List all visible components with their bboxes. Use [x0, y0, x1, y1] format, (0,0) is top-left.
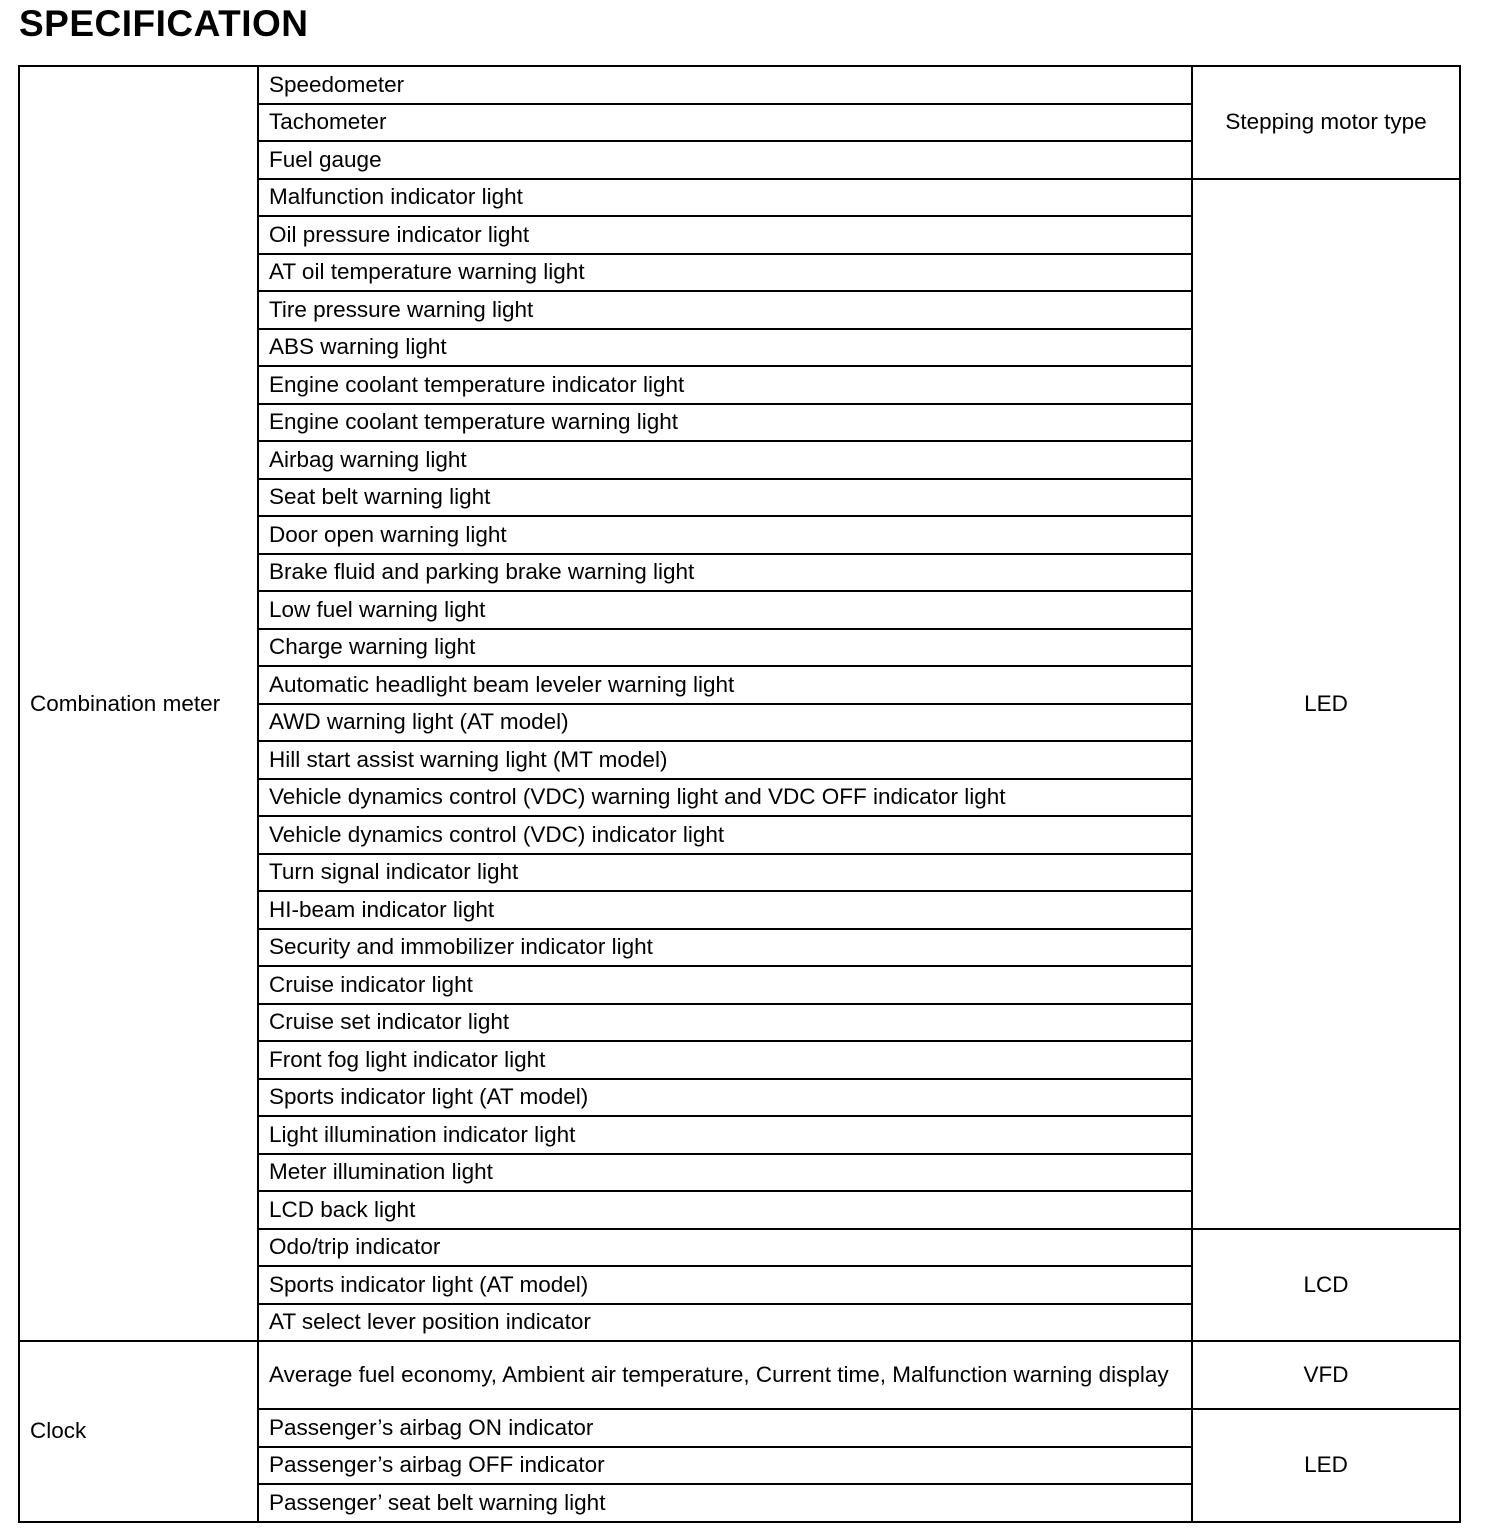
- item-cell: LCD back light: [258, 1191, 1192, 1229]
- component-cell: Clock: [19, 1341, 258, 1522]
- item-cell: Seat belt warning light: [258, 479, 1192, 517]
- type-cell: Stepping motor type: [1192, 66, 1460, 179]
- specification-table: [18, 65, 1461, 1523]
- item-cell: Brake fluid and parking brake warning light: [258, 554, 1192, 592]
- item-cell: Hill start assist warning light (MT model): [258, 741, 1192, 779]
- item-cell: Security and immobilizer indicator light: [258, 929, 1192, 967]
- item-cell: Malfunction indicator light: [258, 179, 1192, 217]
- type-cell: LED: [1192, 1409, 1460, 1522]
- item-cell: ABS warning light: [258, 329, 1192, 367]
- item-cell: Charge warning light: [258, 629, 1192, 667]
- item-cell: AT oil temperature warning light: [258, 254, 1192, 292]
- item-cell: AWD warning light (AT model): [258, 704, 1192, 742]
- item-cell: Engine coolant temperature indicator light: [258, 366, 1192, 404]
- item-cell: Sports indicator light (AT model): [258, 1079, 1192, 1117]
- page-title: SPECIFICATION: [19, 3, 309, 44]
- item-cell: Tire pressure warning light: [258, 291, 1192, 329]
- item-cell: Vehicle dynamics control (VDC) warning light and VDC OFF indicator light: [258, 779, 1192, 817]
- item-cell: Passenger’ seat belt warning light: [258, 1484, 1192, 1522]
- item-cell: Oil pressure indicator light: [258, 216, 1192, 254]
- item-cell: Low fuel warning light: [258, 591, 1192, 629]
- item-cell: Turn signal indicator light: [258, 854, 1192, 892]
- item-cell: Sports indicator light (AT model): [258, 1266, 1192, 1304]
- type-cell: LCD: [1192, 1229, 1460, 1342]
- item-cell: Average fuel economy, Ambient air temperature, Current time, Malfunction warning display: [258, 1341, 1192, 1409]
- item-cell: Passenger’s airbag ON indicator: [258, 1409, 1192, 1447]
- item-cell: Front fog light indicator light: [258, 1041, 1192, 1079]
- item-cell: Door open warning light: [258, 516, 1192, 554]
- item-cell: Odo/trip indicator: [258, 1229, 1192, 1267]
- item-cell: Passenger’s airbag OFF indicator: [258, 1447, 1192, 1485]
- item-cell: Meter illumination light: [258, 1154, 1192, 1192]
- type-cell: VFD: [1192, 1341, 1460, 1409]
- item-cell: Airbag warning light: [258, 441, 1192, 479]
- item-cell: HI-beam indicator light: [258, 891, 1192, 929]
- item-cell: Fuel gauge: [258, 141, 1192, 179]
- specification-table-body: [19, 66, 1460, 1522]
- item-cell: AT select lever position indicator: [258, 1304, 1192, 1342]
- table-row: [19, 66, 1460, 104]
- item-cell: Cruise set indicator light: [258, 1004, 1192, 1042]
- component-cell: Combination meter: [19, 66, 258, 1341]
- item-cell: Tachometer: [258, 104, 1192, 142]
- item-cell: Vehicle dynamics control (VDC) indicator light: [258, 816, 1192, 854]
- item-cell: Automatic headlight beam leveler warning light: [258, 666, 1192, 704]
- type-cell: LED: [1192, 179, 1460, 1229]
- item-cell: Light illumination indicator light: [258, 1116, 1192, 1154]
- item-cell: Cruise indicator light: [258, 966, 1192, 1004]
- item-cell: Engine coolant temperature warning light: [258, 404, 1192, 442]
- item-cell: Speedometer: [258, 66, 1192, 104]
- table-row: [19, 1341, 1460, 1409]
